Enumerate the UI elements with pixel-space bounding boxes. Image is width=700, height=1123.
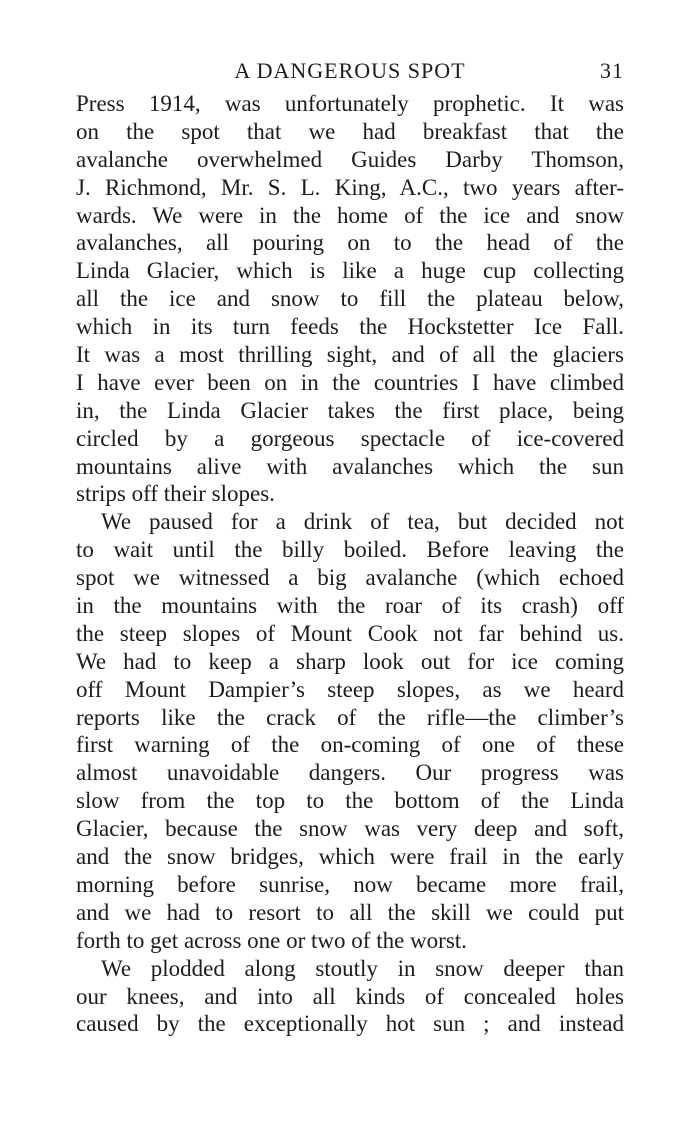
book-page <box>76 58 624 1038</box>
text-line: mountains alive with avalanches which the sun <box>76 453 624 479</box>
text-line: the steep slopes of Mount Cook not far behind us. <box>76 620 624 646</box>
text-line: Glacier, because the snow was very deep and soft, <box>76 816 624 842</box>
text-line: It was a most thrilling sight, and of all the glaciers <box>76 342 624 368</box>
text-line: We had to keep a sharp look out for ice coming <box>76 648 624 674</box>
text-line: to wait until the billy boiled. Before leaving the <box>76 537 624 563</box>
text-line: reports like the crack of the rifle—the climber’s <box>76 704 624 730</box>
text-line: caused by the exceptionally hot sun ; and instead <box>76 1011 624 1037</box>
text-line: Press 1914, was unfortunately prophetic. It was <box>76 91 624 116</box>
body-text <box>76 90 624 1038</box>
text-line: I have ever been on in the countries I have climbed <box>76 369 624 395</box>
text-line: on the spot that we had breakfast that the <box>76 118 624 144</box>
text-line: circled by a gorgeous spectacle of ice-covered <box>76 425 624 451</box>
text-line: slow from the top to the bottom of the Linda <box>76 788 624 814</box>
running-head <box>76 58 624 88</box>
paragraph <box>76 508 624 954</box>
text-line: off Mount Dampier’s steep slopes, as we heard <box>76 676 624 702</box>
text-line: our knees, and into all kinds of concealed holes <box>76 983 624 1009</box>
text-line: and the snow bridges, which were frail in the early <box>76 844 624 870</box>
text-line: avalanches, all pouring on to the head of the <box>76 230 624 256</box>
text-line: Linda Glacier, which is like a huge cup collecting <box>76 258 624 284</box>
text-line: in, the Linda Glacier takes the first place, being <box>76 397 624 423</box>
text-line: forth to get across one or two of the worst. <box>76 927 467 953</box>
running-title: A DANGEROUS SPOT <box>234 58 466 83</box>
page-number: 31 <box>600 58 624 83</box>
text-line: and we had to resort to all the skill we could put <box>76 899 624 925</box>
text-line: first warning of the on-coming of one of these <box>76 732 624 758</box>
text-line: morning before sunrise, now became more frail, <box>76 871 624 897</box>
text-line: avalanche overwhelmed Guides Darby Thomson, <box>76 146 624 172</box>
text-line: wards. We were in the home of the ice and snow <box>76 202 624 228</box>
text-line: spot we witnessed a big avalanche (which echoed <box>76 565 624 591</box>
text-line: almost unavoidable dangers. Our progress was <box>76 760 624 786</box>
text-line: all the ice and snow to fill the plateau below, <box>76 286 624 312</box>
paragraph <box>76 955 624 1039</box>
text-line: We paused for a drink of tea, but decided not <box>101 509 624 535</box>
text-line: We plodded along stoutly in snow deeper than <box>101 955 624 981</box>
text-line: J. Richmond, Mr. S. L. King, A.C., two years after- <box>76 174 624 200</box>
paragraph <box>76 90 624 508</box>
text-line: in the mountains with the roar of its crash) off <box>76 593 624 619</box>
text-line: which in its turn feeds the Hockstetter Ice Fall. <box>76 314 624 340</box>
text-line: strips off their slopes. <box>76 481 275 507</box>
